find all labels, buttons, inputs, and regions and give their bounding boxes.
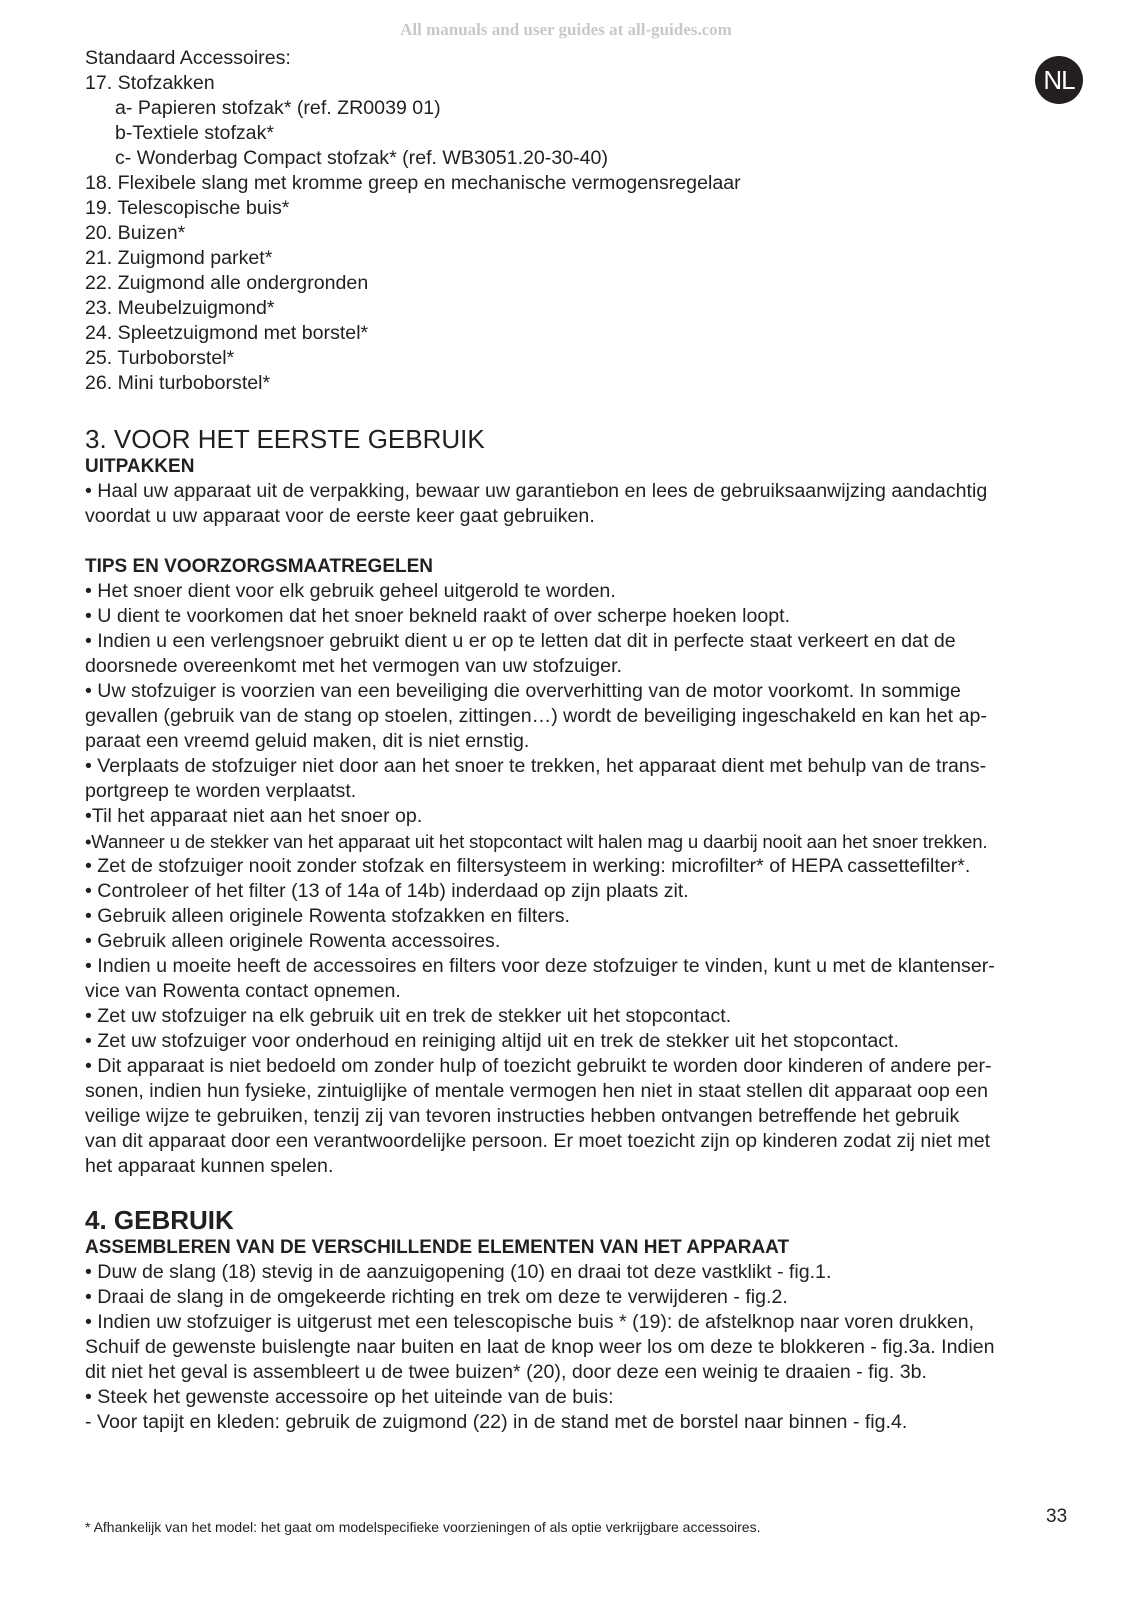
body-line: het apparaat kunnen spelen.	[85, 1155, 334, 1177]
accessory-item: 19. Telescopische buis*	[85, 197, 290, 219]
page-number: 33	[1046, 1506, 1068, 1527]
body-line: gevallen (gebruik van de stang op stoelen, zittingen…) wordt de beveiliging ingeschakeld en kan het ap-	[85, 705, 987, 727]
accessory-item: 26. Mini turboborstel*	[85, 372, 271, 394]
body-line: vice van Rowenta contact opnemen.	[85, 980, 401, 1002]
body-line: veilige wijze te gebruiken, tenzij zij van tevoren instructies hebben ontvangen betreffende het gebruik	[85, 1105, 960, 1127]
body-line: voordat u uw apparaat voor de eerste keer gaat gebruiken.	[85, 505, 595, 527]
accessory-item: 21. Zuigmond parket*	[85, 247, 273, 269]
body-line: • Uw stofzuiger is voorzien van een beveiliging die oververhitting van de motor voorkomt. In sommige	[85, 680, 961, 702]
body-line: •Til het apparaat niet aan het snoer op.	[85, 805, 423, 827]
body-line: • Zet de stofzuiger nooit zonder stofzak en filtersysteem in werking: microfilter* of HEPA cassettefilter*.	[85, 855, 971, 877]
accessory-item: 20. Buizen*	[85, 222, 186, 244]
body-line: doorsnede overeenkomt met het vermogen van uw stofzuiger.	[85, 655, 622, 677]
accessory-item: 24. Spleetzuigmond met borstel*	[85, 322, 369, 344]
accessory-subitem: a- Papieren stofzak* (ref. ZR0039 01)	[115, 97, 441, 119]
watermark: All manuals and user guides at all-guides.com	[400, 20, 732, 39]
body-line: sonen, indien hun fysieke, zintuiglijke of mentale vermogen hen niet in staat stellen dit apparaat oop een	[85, 1080, 988, 1102]
body-line: • Duw de slang (18) stevig in de aanzuigopening (10) en draai tot deze vastklikt - fig.1.	[85, 1261, 832, 1283]
tips-heading: TIPS EN VOORZORGSMAATREGELEN	[85, 556, 434, 577]
accessory-item: 22. Zuigmond alle ondergronden	[85, 272, 369, 294]
body-line: • Draai de slang in de omgekeerde richting en trek om deze te verwijderen - fig.2.	[85, 1286, 788, 1308]
body-line: • Dit apparaat is niet bedoeld om zonder hulp of toezicht gebruikt te worden door kinderen of andere per-	[85, 1055, 992, 1077]
body-line: • Indien u een verlengsnoer gebruikt dient u er op te letten dat dit in perfecte staat verkeert en dat de	[85, 630, 956, 652]
body-line: • Zet uw stofzuiger voor onderhoud en reiniging altijd uit en trek de stekker uit het stopcontact.	[85, 1030, 899, 1052]
body-line: van dit apparaat door een verantwoordelijke persoon. Er moet toezicht zijn op kinderen zodat zij niet met	[85, 1130, 991, 1152]
body-line: • Verplaats de stofzuiger niet door aan het snoer te trekken, het apparaat dient met behulp van de trans-	[85, 755, 987, 777]
body-line: • Zet uw stofzuiger na elk gebruik uit en trek de stekker uit het stopcontact.	[85, 1005, 732, 1027]
body-line: • Gebruik alleen originele Rowenta accessoires.	[85, 930, 501, 952]
body-line: • Steek het gewenste accessoire op het uiteinde van de buis:	[85, 1386, 614, 1408]
accessory-item: 23. Meubelzuigmond*	[85, 297, 275, 319]
accessory-subitem: c- Wonderbag Compact stofzak* (ref. WB3051.20-30-40)	[115, 147, 608, 169]
footnote: * Afhankelijk van het model: het gaat om modelspecifieke voorzieningen of als optie verkrijgbare accessoires.	[85, 1519, 761, 1535]
page-content	[85, 46, 1075, 1435]
accessories-heading: Standaard Accessoires:	[85, 47, 291, 69]
body-line: •Wanneer u de stekker van het apparaat uit het stopcontact wilt halen mag u daarbij nooit aan het snoer trekken.	[85, 831, 988, 852]
accessory-subitem: b-Textiele stofzak*	[115, 122, 274, 144]
body-line: dit niet het geval is assembleert u de twee buizen* (20), door deze een weinig te draaien - fig. 3b.	[85, 1361, 927, 1383]
accessory-item: 18. Flexibele slang met kromme greep en mechanische vermogensregelaar	[85, 172, 741, 194]
body-line: • Controleer of het filter (13 of 14a of 14b) inderdaad op zijn plaats zit.	[85, 880, 689, 902]
unpack-heading: UITPAKKEN	[85, 456, 195, 477]
body-line: portgreep te worden verplaatst.	[85, 780, 357, 802]
body-line: - Voor tapijt en kleden: gebruik de zuigmond (22) in de stand met de borstel naar binnen - fig.4.	[85, 1411, 908, 1433]
accessory-item: 25. Turboborstel*	[85, 347, 235, 369]
language-badge: NL	[1035, 56, 1083, 104]
body-line: • Indien uw stofzuiger is uitgerust met een telescopische buis * (19): de afstelknop naar voren drukken,	[85, 1311, 975, 1333]
body-line: • Het snoer dient voor elk gebruik geheel uitgerold te worden.	[85, 580, 616, 602]
body-line: Schuif de gewenste buislengte naar buiten en laat de knop weer los om deze te blokkeren - fig.3a. Indien	[85, 1336, 995, 1358]
accessory-item: 17. Stofzakken	[85, 72, 215, 94]
body-line: • Haal uw apparaat uit de verpakking, bewaar uw garantiebon en lees de gebruiksaanwijzing aandachtig	[85, 480, 988, 502]
body-line: paraat een vreemd geluid maken, dit is niet ernstig.	[85, 730, 530, 752]
section-3-title: 3. VOOR HET EERSTE GEBRUIK	[85, 424, 485, 454]
assembly-heading: ASSEMBLEREN VAN DE VERSCHILLENDE ELEMENTEN VAN HET APPARAAT	[85, 1237, 790, 1258]
body-line: • U dient te voorkomen dat het snoer bekneld raakt of over scherpe hoeken loopt.	[85, 605, 791, 627]
section-4-title: 4. GEBRUIK	[85, 1205, 234, 1235]
body-line: • Gebruik alleen originele Rowenta stofzakken en filters.	[85, 905, 570, 927]
body-line: • Indien u moeite heeft de accessoires en filters voor deze stofzuiger te vinden, kunt u met de klantenser-	[85, 955, 995, 977]
